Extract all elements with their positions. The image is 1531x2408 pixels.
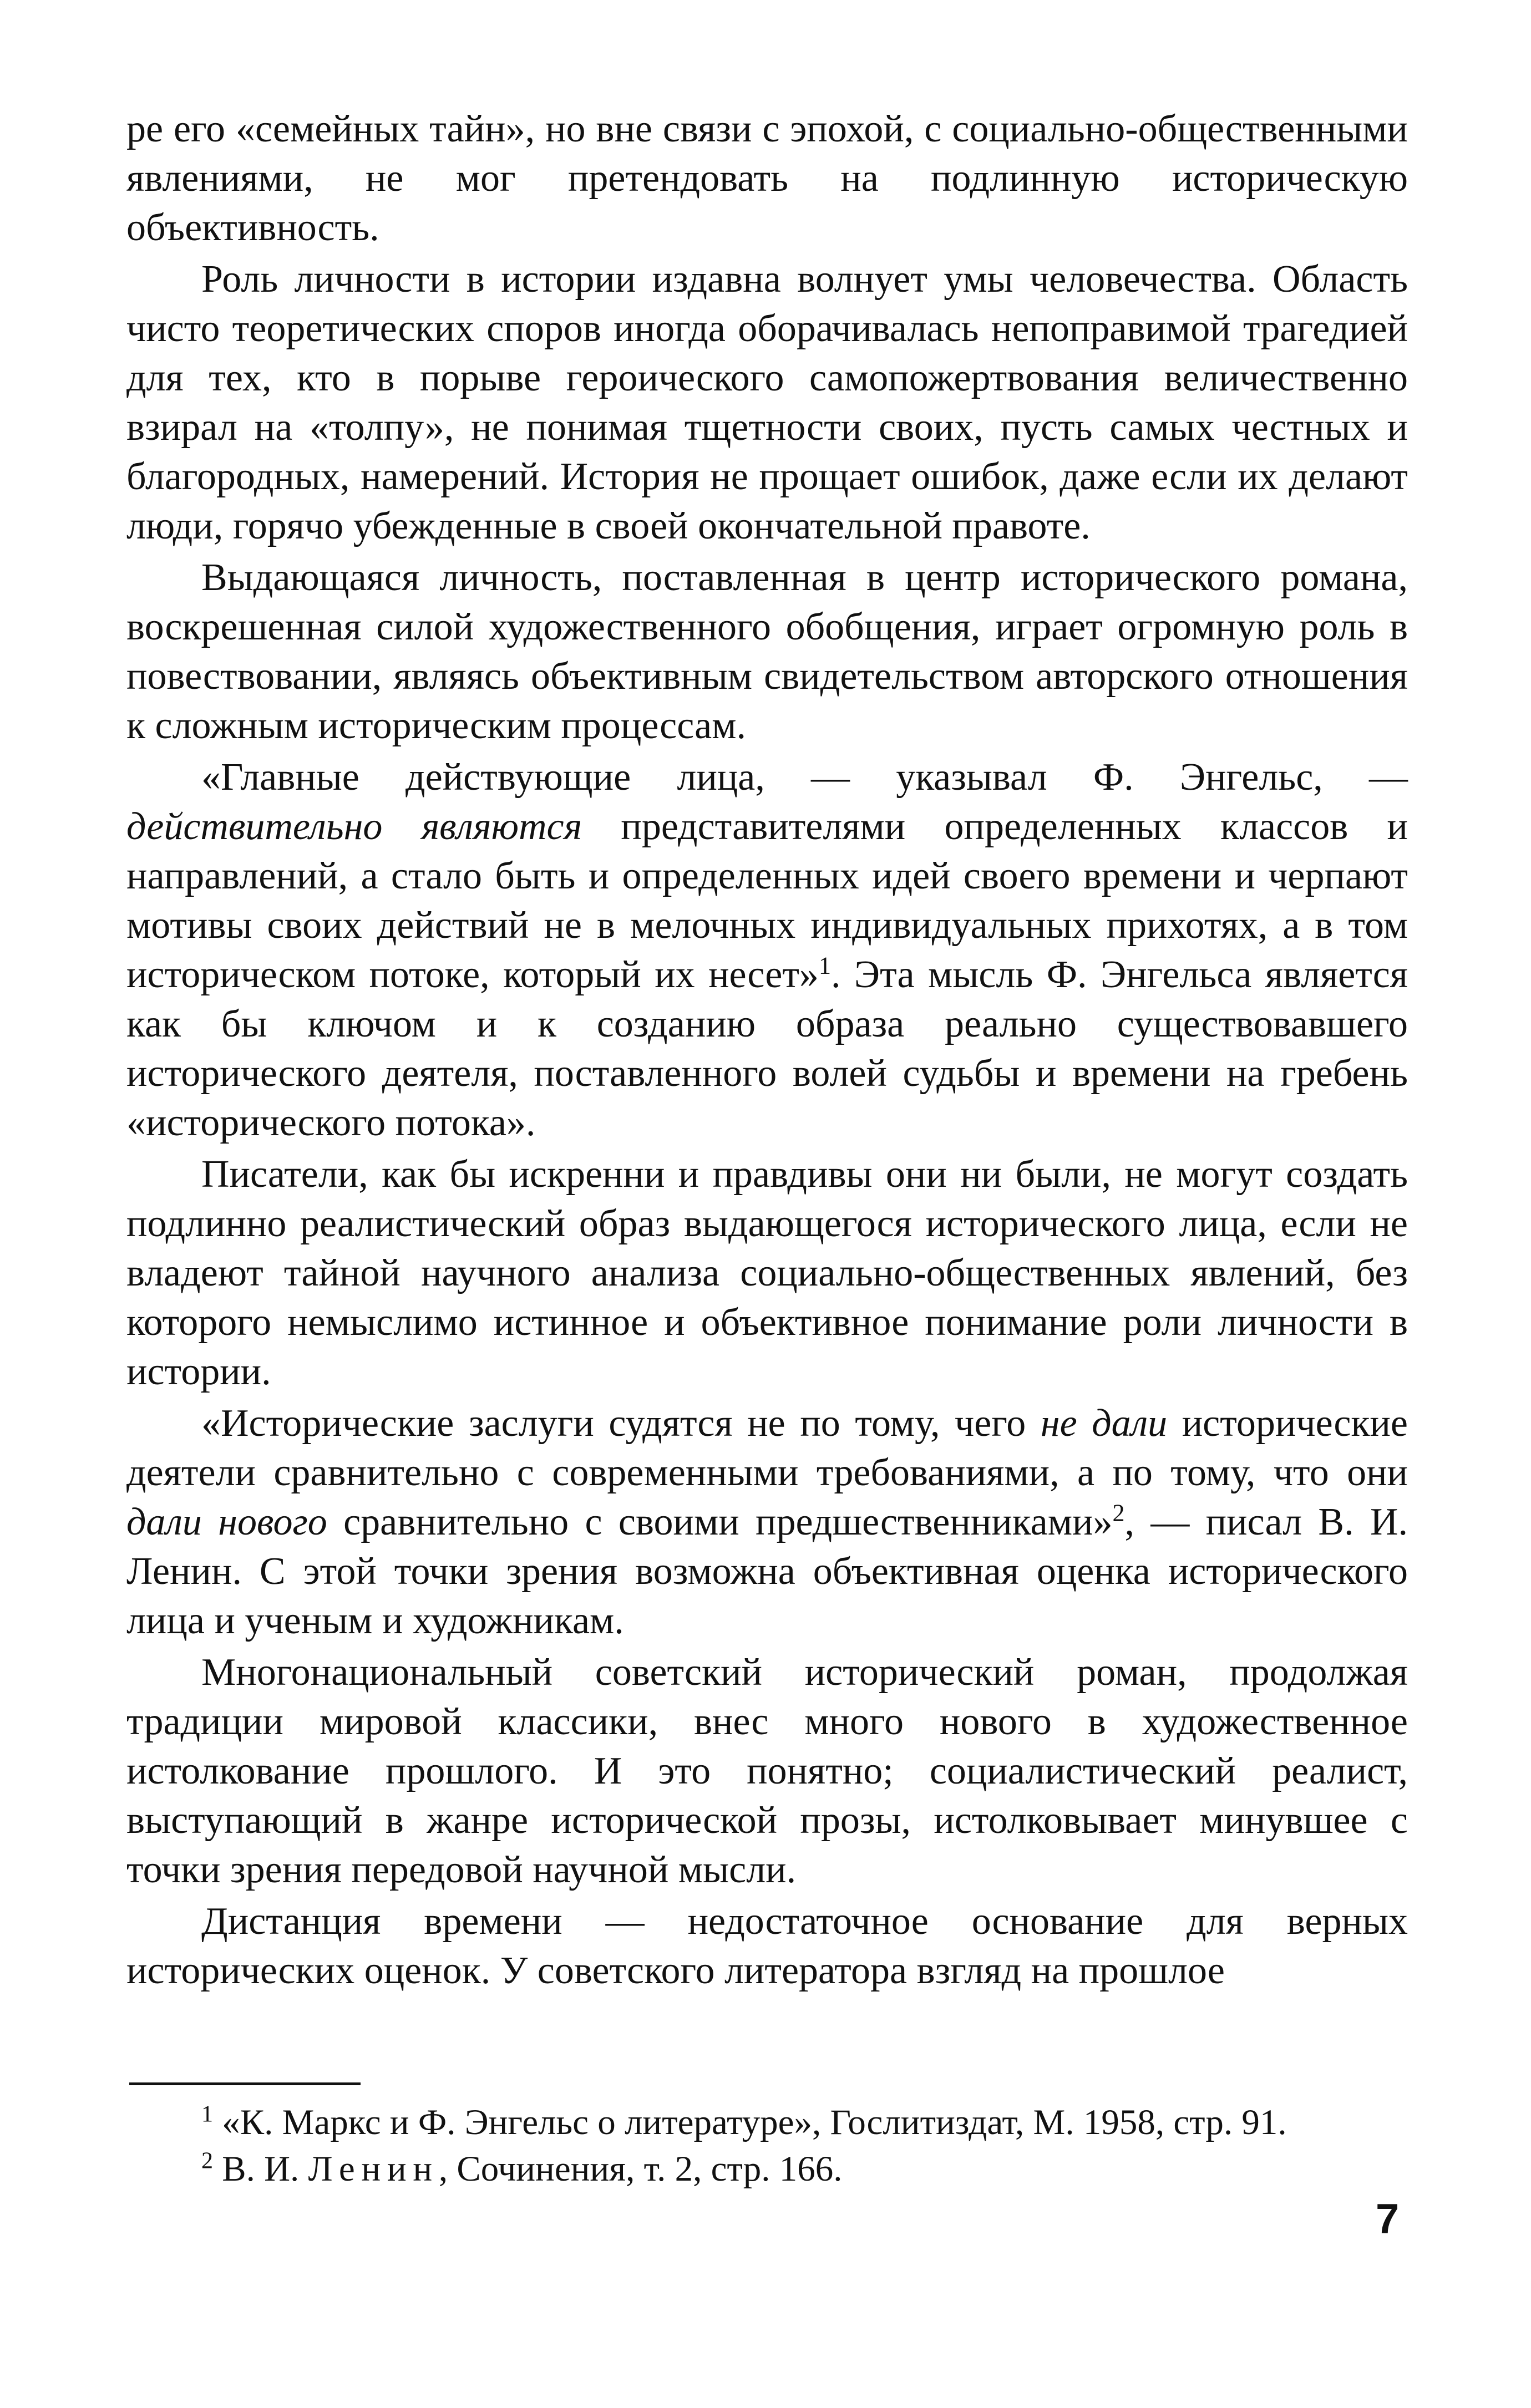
italic-emphasis: дали нового [126,1501,327,1543]
paragraph-text: Многонациональный советский исторический роман, продолжая традиции мировой классики, внес много нового в художественное истолкование прошлого. И это понятно; социалистический реалист, выступающий в жанре исторической прозы, истолковывает минувшее с точки зрения передовой научной мысли. [126,1651,1408,1891]
paragraph-text: Дистанция времени — недостаточное основание для верных исторических оценок. У советского литератора взгляд на прошлое [126,1900,1408,1992]
author-name-spaced: Ленин [308,2149,439,2189]
italic-emphasis: действительно являются [126,805,582,848]
footnotes [126,2099,1408,2192]
footnote-ref-1: 1 [818,952,831,979]
footnote-1 [126,2099,1408,2146]
paragraph-text: Писатели, как бы искренни и правдивы они ни были, не могут создать подлинно реалистический образ выдающегося исторического лица, если не владеют тайной научного анализа социально-общественных явлений, без которого немыслимо истинное и объективное понимание роли личности в истории. [126,1153,1408,1393]
paragraph-text: . Эта мысль Ф. Энгельса является как бы ключом и к созданию образа реально существовавшего исторического деятеля, поставленного волей судьбы и времени на гребень «исторического потока». [126,953,1408,1144]
paragraph-text: сравнительно с своими предшественниками» [327,1501,1113,1543]
paragraph-text: ре его «семейных тайн», но вне связи с эпохой, с социально-общественными явлениями, не мог претендовать на подлинную историческую объективность. [126,108,1408,249]
footnote-divider [129,2082,361,2085]
paragraph-text: , — писал В. И. Ленин. С этой точки зрения возможна объективная оценка исторического лица и ученым и художникам. [126,1501,1408,1642]
paragraph-7 [126,1648,1408,1894]
paragraph-text: исторические деятели сравнительно с современными требованиями, а по тому, что они [126,1402,1408,1494]
paragraph-4 [126,753,1408,1147]
main-text [126,104,1408,1995]
paragraph-5 [126,1150,1408,1396]
footnote-text: «К. Маркс и Ф. Энгельс о литературе», Гослитиздат, М. 1958, стр. 91. [213,2102,1287,2142]
footnote-mark: 1 [201,2101,213,2127]
italic-emphasis: не дали [1040,1402,1168,1445]
paragraph-8 [126,1897,1408,1995]
paragraph-text: «Исторические заслуги судятся не по тому, чего [201,1402,1041,1445]
paragraph-1 [126,104,1408,252]
page-number: 7 [1376,2196,1400,2243]
footnote-text: , Сочинения, т. 2, стр. 166. [438,2149,843,2189]
paragraph-text: представителями определенных классов и направлений, а стало быть и определенных идей своего времени и черпают мотивы своих действий не в мелочных индивидуальных прихотях, а в том историческом потоке, который их несет» [126,805,1408,996]
paragraph-text: Выдающаяся личность, поставленная в центр исторического романа, воскрешенная силой художественного обобщения, играет огромную роль в повествовании, являясь объективным свидетельством авторского отношения к сложным историческим процессам. [126,556,1408,747]
paragraph-text: «Главные действующие лица, — указывал Ф. Энгельс, — [201,756,1408,799]
paragraph-text: Роль личности в истории издавна волнует умы человечества. Область чисто теоретических споров иногда оборачивалась непоправимой трагедией для тех, кто в порыве героического самопожертвования величественно взирал на «толпу», не понимая тщетности своих, пусть самых честных и благородных, намерений. История не прощает ошибок, даже если их делают люди, горячо убежденные в своей окончательной правоте. [126,258,1408,547]
paragraph-3 [126,553,1408,750]
footnote-2 [126,2146,1408,2192]
footnote-ref-2: 2 [1112,1499,1125,1527]
paragraph-6 [126,1399,1408,1645]
paragraph-2 [126,255,1408,551]
footnote-text: В. И. [213,2149,308,2189]
footnote-mark: 2 [201,2148,213,2174]
